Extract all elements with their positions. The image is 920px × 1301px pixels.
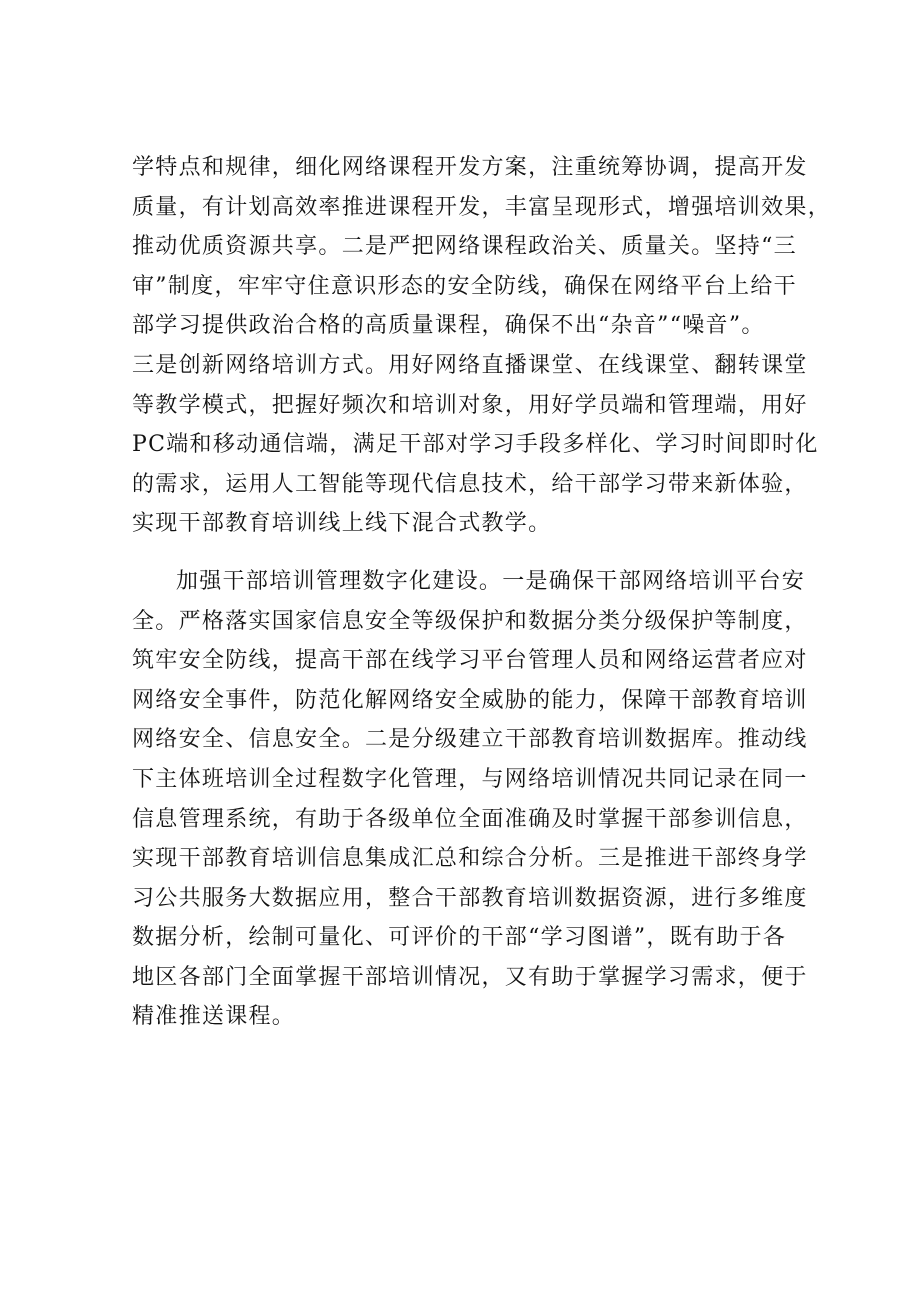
text-line-first: 加强干部培训管理数字化建设。一是确保干部网络培训平台安 bbox=[176, 568, 806, 594]
text-line: 网络安全、信息安全。二是分级建立干部教育培训数据库。推动线 bbox=[132, 727, 808, 753]
text-line: 实现干部教育培训线上线下混合式教学。 bbox=[132, 511, 552, 537]
text-line: 推动优质资源共享。二是严把网络课程政治关、质量关。坚持“三 bbox=[132, 234, 797, 260]
text-line: 地区各部门全面掌握干部培训情况，又有助于掌握学习需求，便于 bbox=[132, 964, 808, 990]
text-line: 下主体班培训全过程数字化管理，与网络培训情况共同记录在同一 bbox=[132, 766, 808, 792]
text-line: 精准推送课程。 bbox=[132, 1004, 296, 1030]
text-line: 质量，有计划高效率推进课程开发，丰富呈现形式，增强培训效果， bbox=[132, 194, 832, 220]
paragraph-digital-management bbox=[132, 562, 808, 1037]
text-line: 的需求，运用人工智能等现代信息技术，给干部学习带来新体验， bbox=[132, 471, 808, 497]
text-line: 习公共服务大数据应用，整合干部教育培训数据资源，进行多维度 bbox=[132, 885, 808, 911]
text-line: 部学习提供政治合格的高质量课程，确保不出“杂音”“噪音”。 bbox=[132, 313, 765, 339]
text-line: 等教学模式，把握好频次和培训对象，用好学员端和管理端，用好 bbox=[132, 392, 808, 418]
text-line: PC端和移动通信端，满足干部对学习手段多样化、学习时间即时化 bbox=[132, 432, 819, 458]
text-line: 全。严格落实国家信息安全等级保护和数据分类分级保护等制度， bbox=[132, 608, 808, 634]
paragraph-spacer bbox=[132, 544, 792, 562]
text-line: 网络安全事件，防范化解网络安全威胁的能力，保障干部教育培训 bbox=[132, 687, 808, 713]
text-line: 筑牢安全防线，提高干部在线学习平台管理人员和网络运营者应对 bbox=[132, 648, 808, 674]
text-line: 实现干部教育培训信息集成汇总和综合分析。三是推进干部终身学 bbox=[132, 846, 808, 872]
text-line: 数据分析，绘制可量化、可评价的干部“学习图谱”，既有助于各 bbox=[132, 925, 787, 951]
paragraph-online-course-development bbox=[132, 148, 832, 544]
text-line: 三是创新网络培训方式。用好网络直播课堂、在线课堂、翻转课堂 bbox=[132, 352, 808, 378]
document-body bbox=[132, 148, 832, 1037]
text-line: 信息管理系统，有助于各级单位全面准确及时掌握干部参训信息， bbox=[132, 806, 808, 832]
text-line: 审”制度，牢牢守住意识形态的安全防线，确保在网络平台上给干 bbox=[132, 273, 797, 299]
text-line: 学特点和规律，细化网络课程开发方案，注重统筹协调，提高开发 bbox=[132, 155, 808, 180]
